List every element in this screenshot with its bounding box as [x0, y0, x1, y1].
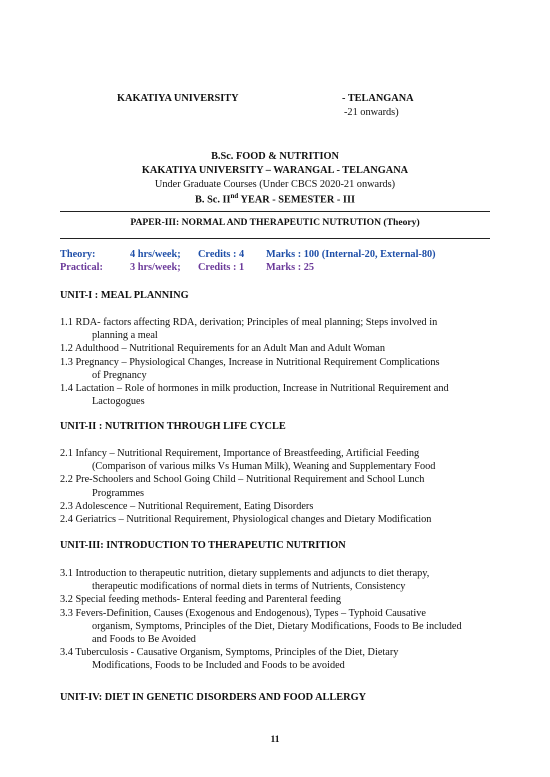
practical-hours: 3 hrs/week;: [130, 262, 181, 273]
practical-marks: Marks : 25: [266, 262, 315, 273]
header-university: KAKATIYA UNIVERSITY: [117, 93, 239, 104]
list-item: 2.3 Adolescence – Nutritional Requirement, Eating Disorders: [60, 500, 314, 512]
list-item: 3.4 Tuberculosis - Causative Organism, Symptoms, Principles of the Diet, Dietary Modifications, Foods to be Included and Foods to be avoided: [60, 647, 399, 672]
unit-1-list: [60, 316, 488, 408]
bottom-rule: [60, 238, 490, 239]
unit-2-list: [60, 447, 488, 526]
list-item: 1.4 Lactation – Role of hormones in milk production, Increase in Nutritional Requirement and Lactogogues: [60, 383, 449, 408]
page-number: 11: [270, 734, 280, 745]
paper-title: PAPER-III: NORMAL AND THERAPEUTIC NUTRUTION (Theory): [130, 217, 420, 228]
list-item: 3.1 Introduction to therapeutic nutrition, dietary supplements and adjuncts to diet therapy, therapeutic modifications of normal diets in terms of Nutrients, Consistency: [60, 568, 430, 593]
unit-3-list: [60, 567, 488, 673]
theory-label: Theory:: [60, 249, 96, 260]
theory-hours: 4 hrs/week;: [130, 249, 181, 260]
theory-credits: Credits : 4: [198, 249, 245, 260]
unit-3-heading: UNIT-III: INTRODUCTION TO THERAPEUTIC NUTRITION: [60, 540, 346, 551]
list-item: 1.3 Pregnancy – Physiological Changes, Increase in Nutritional Requirement Complications of Pregnancy: [60, 356, 440, 381]
theory-marks: Marks : 100 (Internal-20, External-80): [266, 249, 436, 260]
list-item: 2.1 Infancy – Nutritional Requirement, Importance of Breastfeeding, Artificial Feeding (Comparison of various milks Vs Human Milk), Weaning and Supplementary Food: [60, 448, 436, 473]
unit-2-heading: UNIT-II : NUTRITION THROUGH LIFE CYCLE: [60, 421, 286, 432]
courses-subtitle: Under Graduate Courses (Under CBCS 2020-21 onwards): [154, 179, 396, 190]
unit-4-heading: UNIT-IV: DIET IN GENETIC DISORDERS AND FOOD ALLERGY: [60, 692, 367, 703]
top-rule: [60, 211, 490, 212]
course-title: B.Sc. FOOD & NUTRITION: [211, 151, 339, 162]
header-session: -21 onwards): [344, 107, 399, 118]
list-item: 2.2 Pre-Schoolers and School Going Child – Nutritional Requirement and School Lunch Programmes: [60, 474, 425, 499]
list-item: 3.2 Special feeding methods- Enteral feeding and Parenteral feeding: [60, 594, 342, 606]
practical-credits: Credits : 1: [198, 262, 245, 273]
practical-label: Practical:: [60, 262, 103, 273]
list-item: 1.2 Adulthood – Nutritional Requirements for an Adult Man and Adult Woman: [60, 343, 386, 355]
year-semester-title: B. Sc. IInd YEAR - SEMESTER - III: [195, 192, 355, 206]
unit-1-heading: UNIT-I : MEAL PLANNING: [60, 290, 189, 301]
list-item: 1.1 RDA- factors affecting RDA, derivation; Principles of meal planning; Steps involved in planning a meal: [60, 317, 438, 342]
list-item: 2.4 Geriatrics – Nutritional Requirement, Physiological changes and Dietary Modification: [60, 514, 432, 526]
list-item: 3.3 Fevers-Definition, Causes (Exogenous and Endogenous), Types – Typhoid Causative organism, Symptoms, Principles of the Diet, Dietary Modifications, Foods to Be included and Foods to Be Avoided: [60, 607, 462, 646]
header-state: - TELANGANA: [342, 93, 414, 104]
university-full-title: KAKATIYA UNIVERSITY – WARANGAL - TELANGANA: [141, 165, 409, 176]
